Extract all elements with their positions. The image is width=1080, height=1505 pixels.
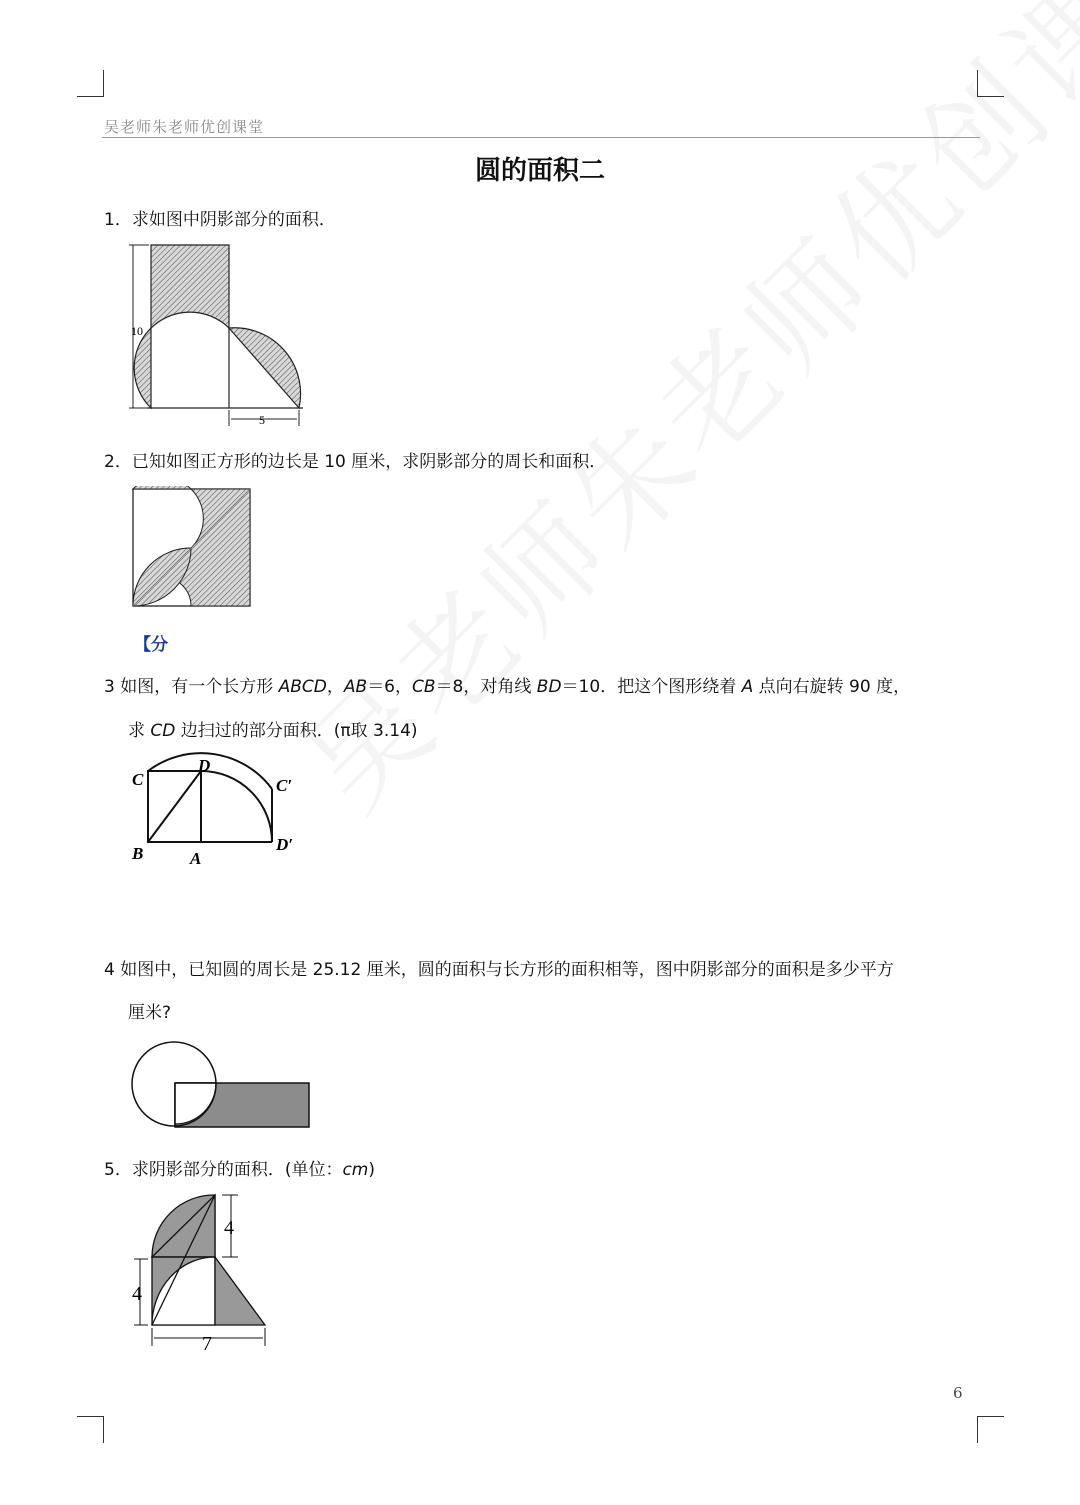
q3-label-A: A bbox=[190, 849, 202, 868]
question-2-figure bbox=[130, 486, 254, 610]
q5-label-base-width: 7 bbox=[202, 1333, 212, 1355]
question-5-figure bbox=[128, 1188, 278, 1356]
question-3-line-2: 求 CD 边扫过的部分面积．(π取 3.14) bbox=[128, 721, 418, 741]
q1-label-width: 5 bbox=[259, 413, 265, 427]
question-4-figure bbox=[128, 1040, 316, 1132]
q3-label-C-prime: C′ bbox=[276, 776, 293, 795]
q3-label-D: D bbox=[198, 756, 211, 775]
note-fragment: 【分 bbox=[134, 635, 168, 655]
q3-label-D-prime: D′ bbox=[276, 835, 294, 854]
question-2-text: 2．已知如图正方形的边长是 10 厘米，求阴影部分的周长和面积． bbox=[104, 452, 607, 472]
question-1-text: 1．求如图中阴影部分的面积． bbox=[104, 210, 336, 230]
corner-mark-bottom-right bbox=[977, 1416, 1004, 1443]
question-4-line-1: 4 如图中，已知圆的周长是 25.12 厘米，圆的面积与长方形的面积相等，图中阴影部分的面积是多少平方 bbox=[104, 960, 894, 980]
question-5-text: 5．求阴影部分的面积．(单位：cm) bbox=[104, 1160, 376, 1180]
page-title: 圆的面积二 bbox=[474, 156, 605, 186]
page-number: 6 bbox=[953, 1384, 963, 1402]
question-3-figure bbox=[128, 752, 308, 870]
watermark bbox=[260, 0, 1080, 840]
question-4-line-2: 厘米? bbox=[128, 1003, 172, 1023]
question-3-line-1: 3 如图，有一个长方形 ABCD，AB＝6，CB＝8，对角线 BD＝10．把这个图形绕着 A 点向右旋转 90 度， bbox=[104, 677, 911, 697]
question-1-figure bbox=[125, 238, 310, 428]
header-brand: 吴老师朱老师优创课堂 bbox=[104, 118, 265, 136]
corner-mark-bottom-left bbox=[77, 1416, 104, 1443]
q5-label-left-height: 4 bbox=[132, 1283, 142, 1305]
q3-label-C: C bbox=[132, 770, 144, 789]
q1-label-height: 10 bbox=[131, 324, 143, 338]
q3-label-B: B bbox=[132, 844, 144, 863]
q5-label-top-height: 4 bbox=[224, 1217, 234, 1239]
corner-mark-top-left bbox=[77, 70, 104, 97]
header-divider bbox=[102, 137, 980, 138]
